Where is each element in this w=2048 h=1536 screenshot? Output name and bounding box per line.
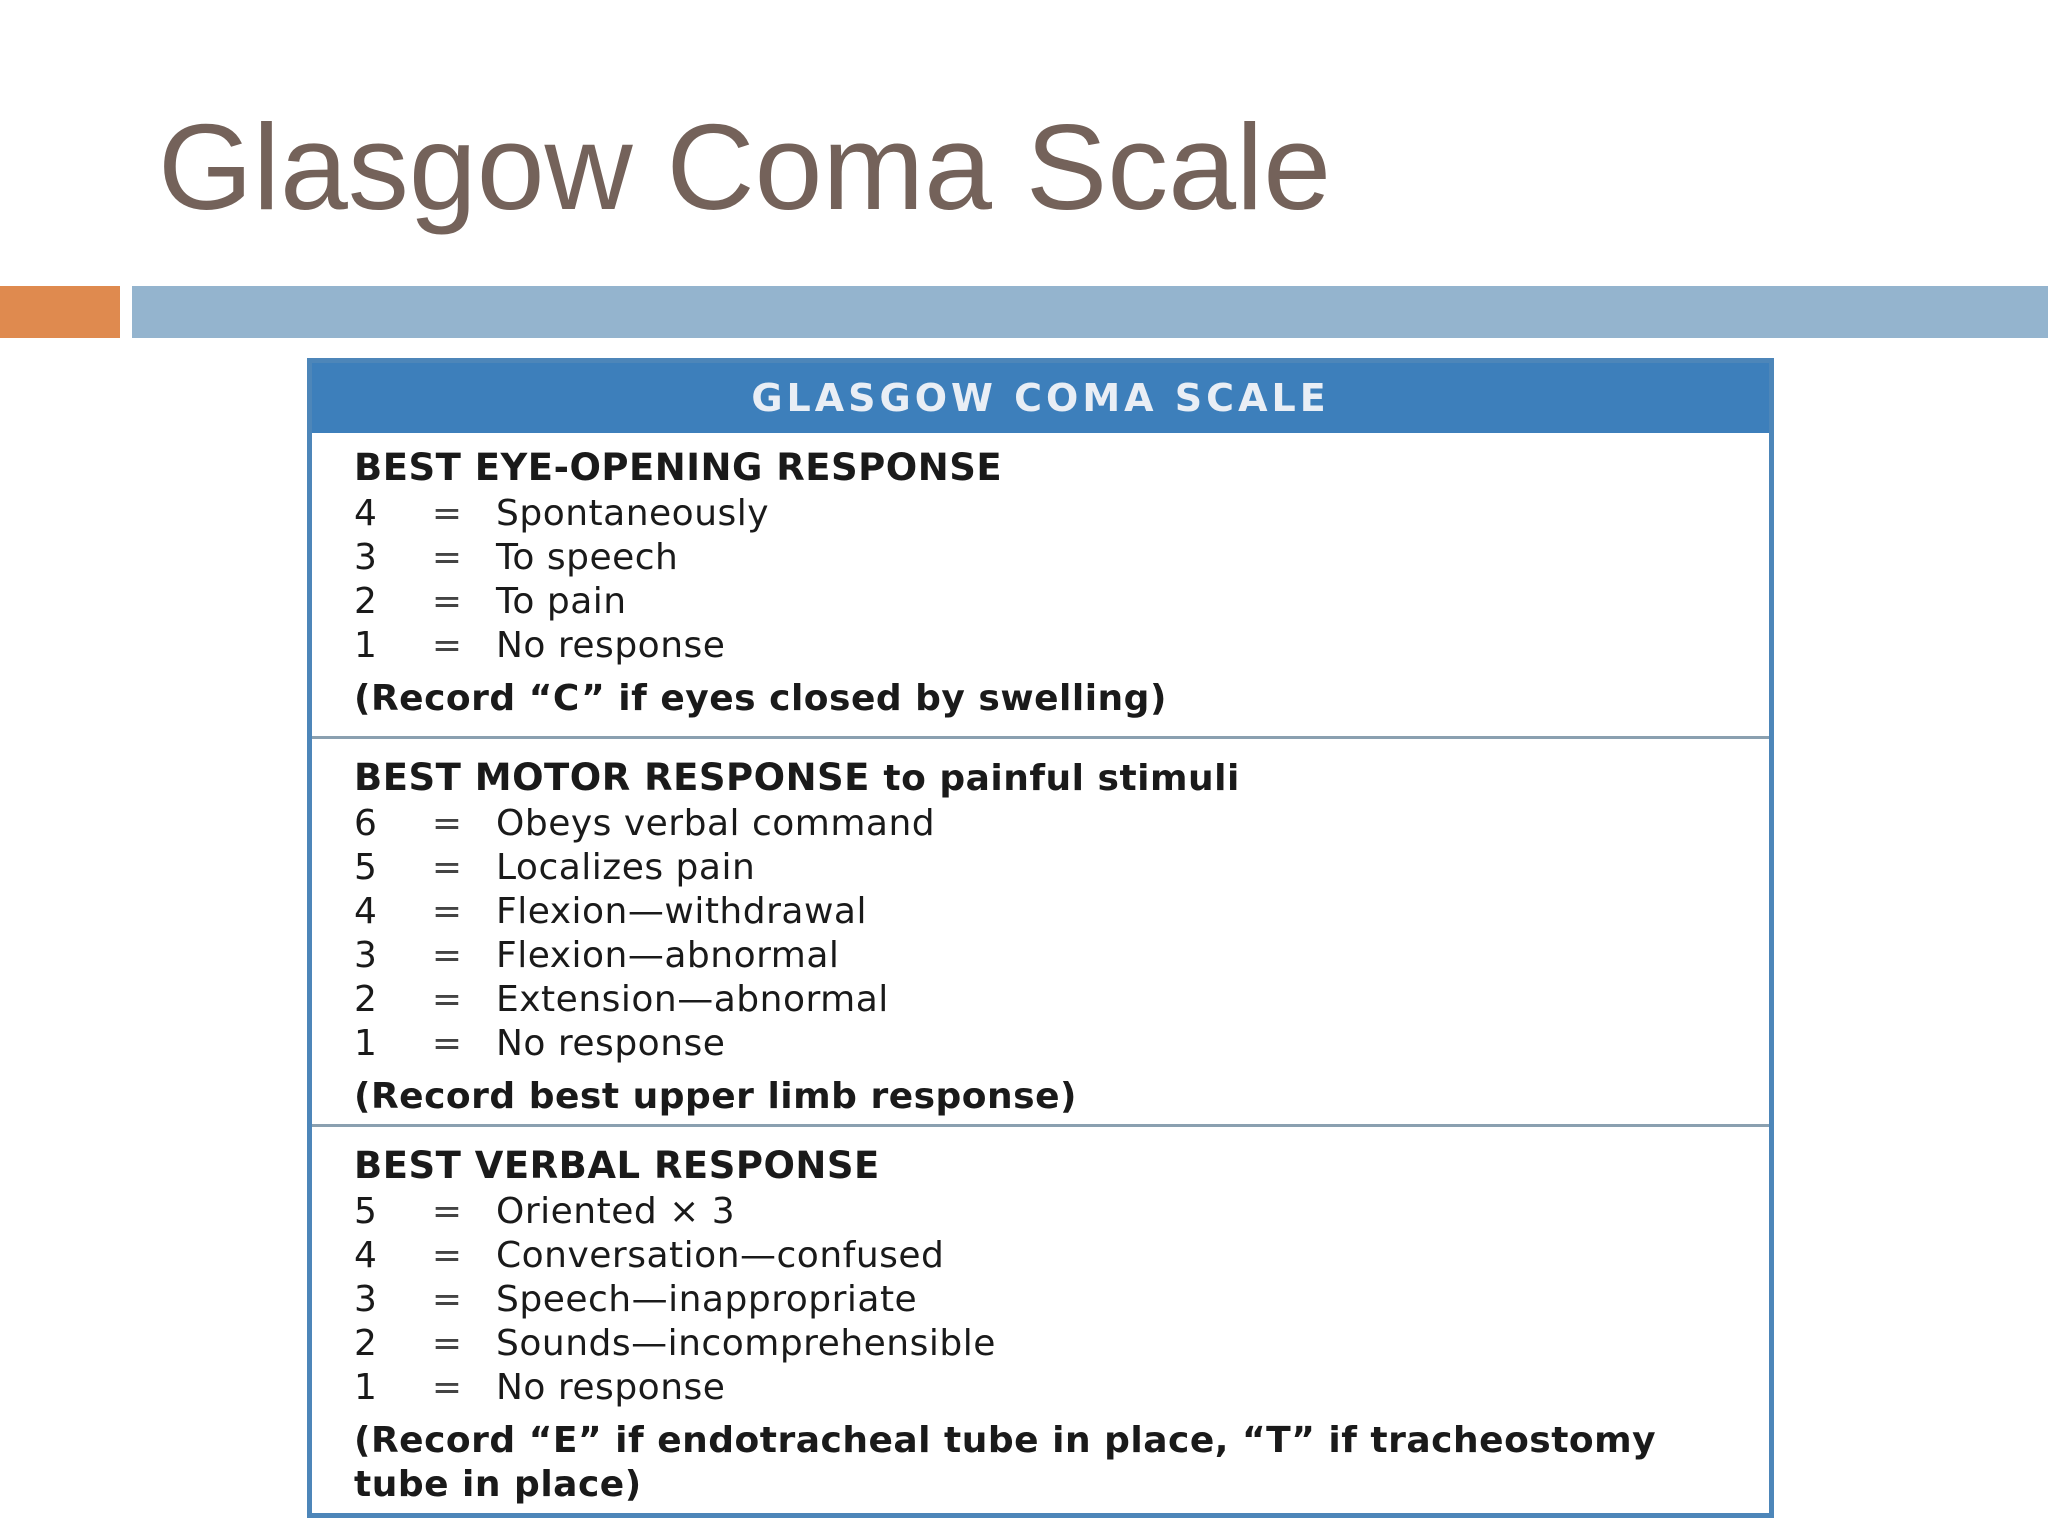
score-value: 4	[354, 492, 377, 534]
equals-sign: =	[431, 624, 463, 666]
equals-sign: =	[431, 934, 463, 976]
score-value: 2	[354, 1322, 377, 1364]
score-description: Conversation—confused	[496, 1234, 945, 1276]
equals-sign: =	[431, 1190, 463, 1232]
score-value: 3	[354, 1278, 377, 1320]
score-description: Speech—inappropriate	[496, 1278, 918, 1320]
score-description: To speech	[496, 536, 679, 578]
score-value: 1	[354, 1366, 377, 1408]
eye-opening-heading: BEST EYE-OPENING RESPONSE	[354, 446, 1003, 489]
score-value: 4	[354, 890, 377, 932]
motor-heading-main: BEST MOTOR RESPONSE	[354, 756, 870, 799]
score-description: Sounds—incomprehensible	[496, 1322, 996, 1364]
score-description: Flexion—withdrawal	[496, 890, 867, 932]
score-description: To pain	[496, 580, 627, 622]
score-value: 1	[354, 624, 377, 666]
motor-score-row	[354, 845, 1739, 889]
score-value: 4	[354, 1234, 377, 1276]
score-description: Oriented × 3	[496, 1190, 736, 1232]
score-description: No response	[496, 1366, 726, 1408]
equals-sign: =	[431, 978, 463, 1020]
score-description: No response	[496, 1022, 726, 1064]
eye-score-row	[354, 491, 1739, 535]
verbal-score-row	[354, 1189, 1739, 1233]
eye-score-row	[354, 623, 1739, 667]
verbal-score-row	[354, 1321, 1739, 1365]
eye-score-row	[354, 535, 1739, 579]
card-header: GLASGOW COMA SCALE	[312, 363, 1769, 433]
score-description: Flexion—abnormal	[496, 934, 840, 976]
score-value: 3	[354, 934, 377, 976]
score-description: Spontaneously	[496, 492, 770, 534]
motor-response-section	[312, 739, 1769, 1127]
equals-sign: =	[431, 1278, 463, 1320]
equals-sign: =	[431, 890, 463, 932]
equals-sign: =	[431, 492, 463, 534]
verbal-score-row	[354, 1365, 1739, 1409]
motor-score-row	[354, 801, 1739, 845]
score-description: Obeys verbal command	[496, 802, 936, 844]
equals-sign: =	[431, 1234, 463, 1276]
verbal-response-heading: BEST VERBAL RESPONSE	[354, 1144, 880, 1187]
glasgow-scale-card	[307, 358, 1774, 1518]
eye-opening-section	[312, 433, 1769, 739]
equals-sign: =	[431, 536, 463, 578]
score-value: 2	[354, 580, 377, 622]
motor-score-row	[354, 933, 1739, 977]
equals-sign: =	[431, 1366, 463, 1408]
slide-title: Glasgow Coma Scale	[158, 99, 1332, 235]
score-value: 5	[354, 1190, 377, 1232]
equals-sign: =	[431, 846, 463, 888]
score-description: Localizes pain	[496, 846, 756, 888]
score-value: 2	[354, 978, 377, 1020]
accent-bar-orange	[0, 286, 120, 338]
score-value: 6	[354, 802, 377, 844]
motor-score-row	[354, 1021, 1739, 1065]
verbal-response-note: (Record “E” if endotracheal tube in place, “T” if tracheostomy tube in place)	[354, 1420, 1657, 1505]
score-value: 3	[354, 536, 377, 578]
score-description: Extension—abnormal	[496, 978, 889, 1020]
accent-bar-blue	[132, 286, 2048, 338]
equals-sign: =	[431, 1022, 463, 1064]
motor-score-row	[354, 889, 1739, 933]
eye-score-row	[354, 579, 1739, 623]
motor-heading-tail: to painful stimuli	[883, 758, 1240, 799]
verbal-response-section	[312, 1127, 1769, 1513]
motor-score-row	[354, 977, 1739, 1021]
motor-response-note: (Record best upper limb response)	[354, 1076, 1077, 1117]
score-value: 1	[354, 1022, 377, 1064]
equals-sign: =	[431, 802, 463, 844]
eye-opening-note: (Record “C” if eyes closed by swelling)	[354, 678, 1167, 719]
equals-sign: =	[431, 580, 463, 622]
motor-response-heading	[354, 755, 1739, 801]
score-description: No response	[496, 624, 726, 666]
verbal-score-row	[354, 1277, 1739, 1321]
equals-sign: =	[431, 1322, 463, 1364]
verbal-score-row	[354, 1233, 1739, 1277]
score-value: 5	[354, 846, 377, 888]
